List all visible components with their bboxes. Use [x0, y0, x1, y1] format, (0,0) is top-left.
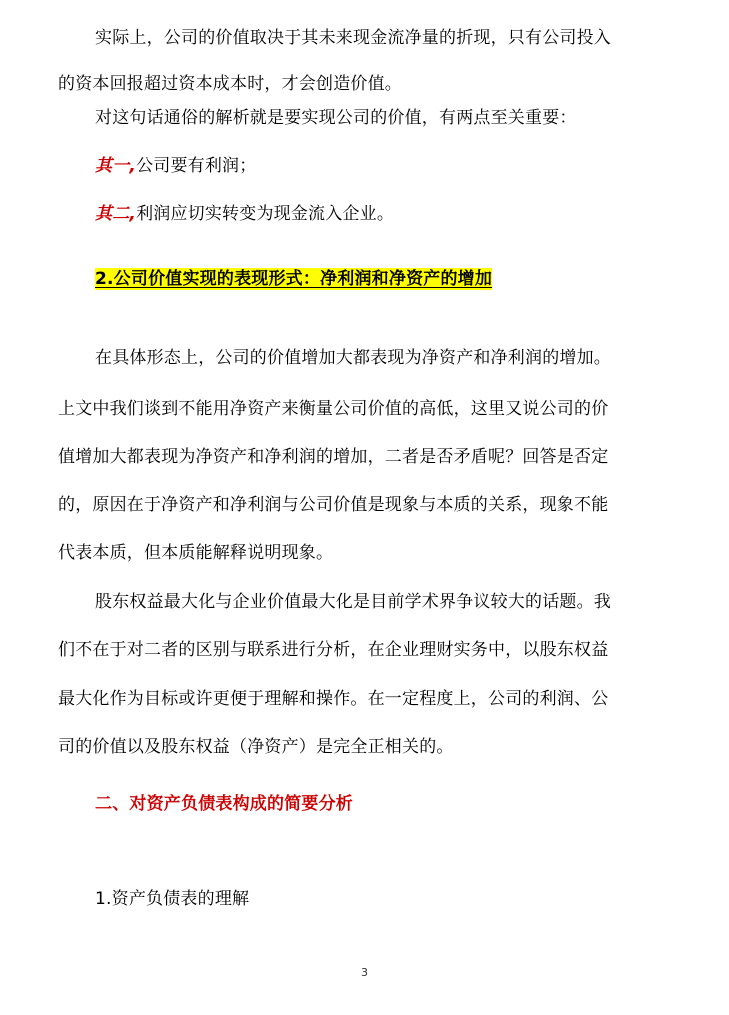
paragraph-line: 的，原因在于净资产和净利润与公司价值是现象与本质的关系，现象不能	[58, 495, 609, 515]
paragraph-line: 上文中我们谈到不能用净资产来衡量公司价值的高低，这里又说公司的价	[58, 399, 609, 419]
paragraph-line: 值增加大都表现为净资产和净利润的增加，二者是否矛盾呢？回答是否定	[58, 447, 609, 467]
intro-line-2: 的资本回报超过资本成本时，才会创造价值。	[58, 74, 402, 94]
paragraph-line: 股东权益最大化与企业价值最大化是目前学术界争议较大的话题。我	[95, 592, 611, 612]
chapter-heading: 二、对资产负债表构成的简要分析	[95, 794, 353, 814]
paragraph-line: 最大化作为目标或许更便于理解和操作。在一定程度上，公司的利润、公	[58, 689, 609, 709]
section-heading-text: 2.公司价值实现的表现形式：净利润和净资产的增加	[95, 269, 493, 289]
point-marker: 其二,	[95, 204, 137, 224]
paragraph-line: 在具体形态上，公司的价值增加大都表现为净资产和净利润的增加。	[95, 348, 611, 368]
intro-line-3: 对这句话通俗的解析就是要实现公司的价值，有两点至关重要：	[95, 108, 577, 128]
paragraph-line: 们不在于对二者的区别与联系进行分析，在企业理财实务中，以股东权益	[58, 640, 609, 660]
intro-line-1: 实际上，公司的价值取决于其未来现金流净量的折现，只有公司投入	[95, 28, 611, 48]
section-heading	[95, 268, 492, 290]
point-text: 公司要有利润；	[136, 156, 257, 176]
page-number: 3	[361, 966, 368, 979]
point-marker: 其一,	[95, 156, 137, 176]
point-text: 利润应切实转变为现金流入企业。	[136, 204, 395, 224]
point-item-1	[95, 155, 256, 177]
subsection-heading: 1.资产负债表的理解	[95, 889, 250, 909]
paragraph-line: 司的价值以及股东权益（净资产）是完全正相关的。	[58, 737, 454, 757]
paragraph-line: 代表本质，但本质能解释说明现象。	[58, 543, 334, 563]
point-item-2	[95, 203, 394, 225]
